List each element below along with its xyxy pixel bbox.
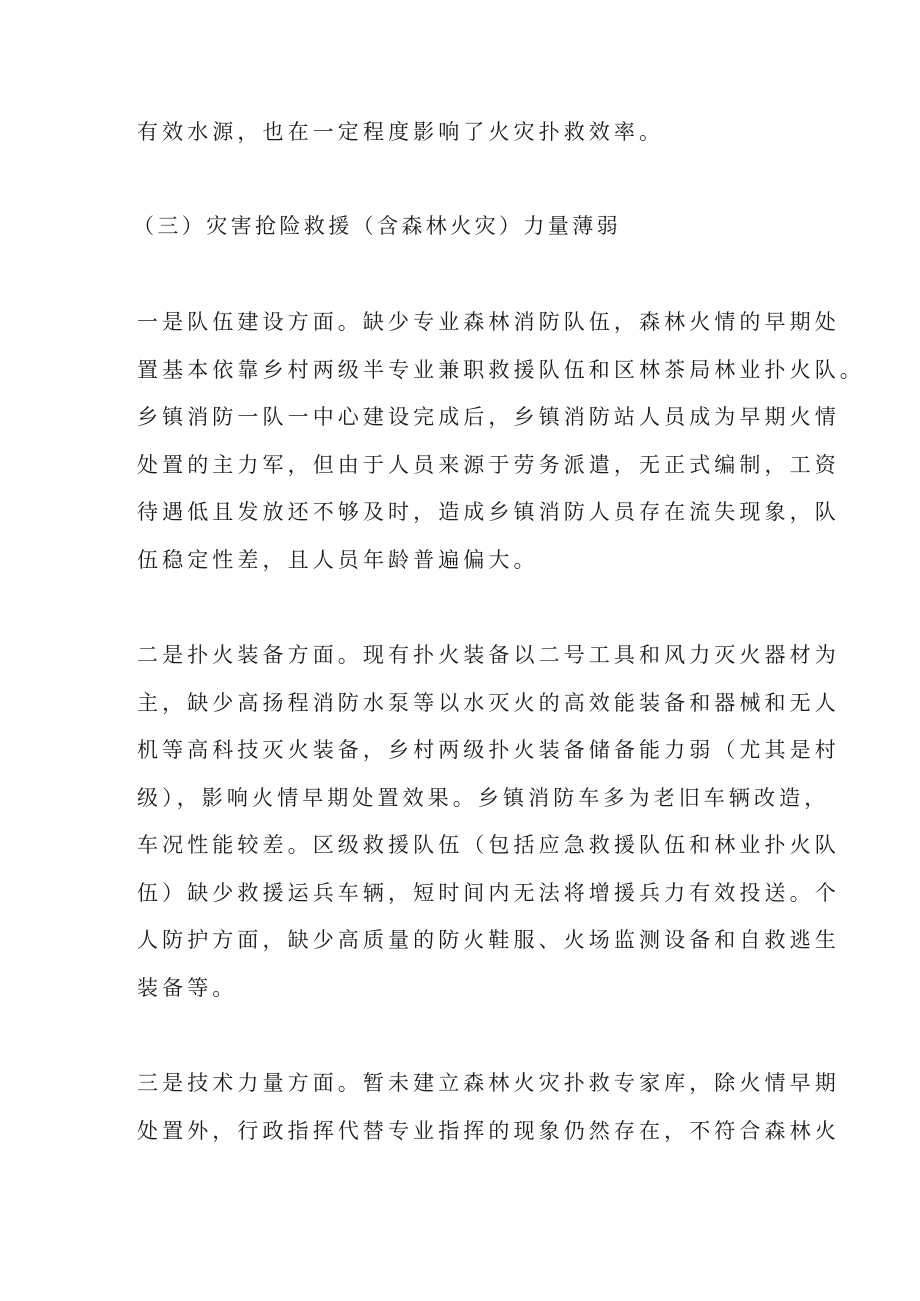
paragraph-1-line-4: 处置的主力军，但由于人员来源于劳务派遣，无正式编制，工资	[137, 453, 840, 477]
paragraph-1-line-2: 置基本依靠乡村两级半专业兼职救援队伍和区林茶局林业扑火队。	[137, 358, 865, 382]
paragraph-2-line-5: 车况性能较差。区级救援队伍（包括应急救援队伍和林业扑火队	[137, 833, 840, 857]
paragraph-continuation-line: 有效水源，也在一定程度影响了火灾扑救效率。	[137, 120, 665, 144]
paragraph-1-line-5: 待遇低且发放还不够及时，造成乡镇消防人员存在流失现象，队	[137, 500, 840, 524]
paragraph-2-line-1: 二是扑火装备方面。现有扑火装备以二号工具和风力灭火器材为	[137, 643, 840, 667]
paragraph-3-line-1: 三是技术力量方面。暂未建立森林火灾扑救专家库，除火情早期	[137, 1071, 840, 1095]
paragraph-1-line-3: 乡镇消防一队一中心建设完成后，乡镇消防站人员成为早期火情	[137, 405, 840, 429]
paragraph-2-line-6: 伍）缺少救援运兵车辆，短时间内无法将增援兵力有效投送。个	[137, 881, 840, 905]
paragraph-1-line-6: 伍稳定性差，且人员年龄普遍偏大。	[137, 548, 539, 572]
paragraph-2-line-7: 人防护方面，缺少高质量的防火鞋服、火场监测设备和自救逃生	[137, 928, 840, 952]
paragraph-2-line-4: 级），影响火情早期处置效果。乡镇消防车多为老旧车辆改造，	[137, 786, 830, 810]
paragraph-2-line-3: 机等高科技灭火装备，乡村两级扑火装备储备能力弱（尤其是村	[137, 738, 840, 762]
paragraph-3-line-2: 处置外，行政指挥代替专业指挥的现象仍然存在，不符合森林火	[137, 1119, 840, 1143]
paragraph-2-line-2: 主，缺少高扬程消防水泵等以水灭火的高效能装备和器械和无人	[137, 691, 840, 715]
paragraph-2-line-8: 装备等。	[137, 976, 238, 1000]
section-heading: （三）灾害抢险救援（含森林火灾）力量薄弱	[133, 214, 621, 238]
paragraph-1-line-1: 一是队伍建设方面。缺少专业森林消防队伍，森林火情的早期处	[137, 310, 840, 334]
